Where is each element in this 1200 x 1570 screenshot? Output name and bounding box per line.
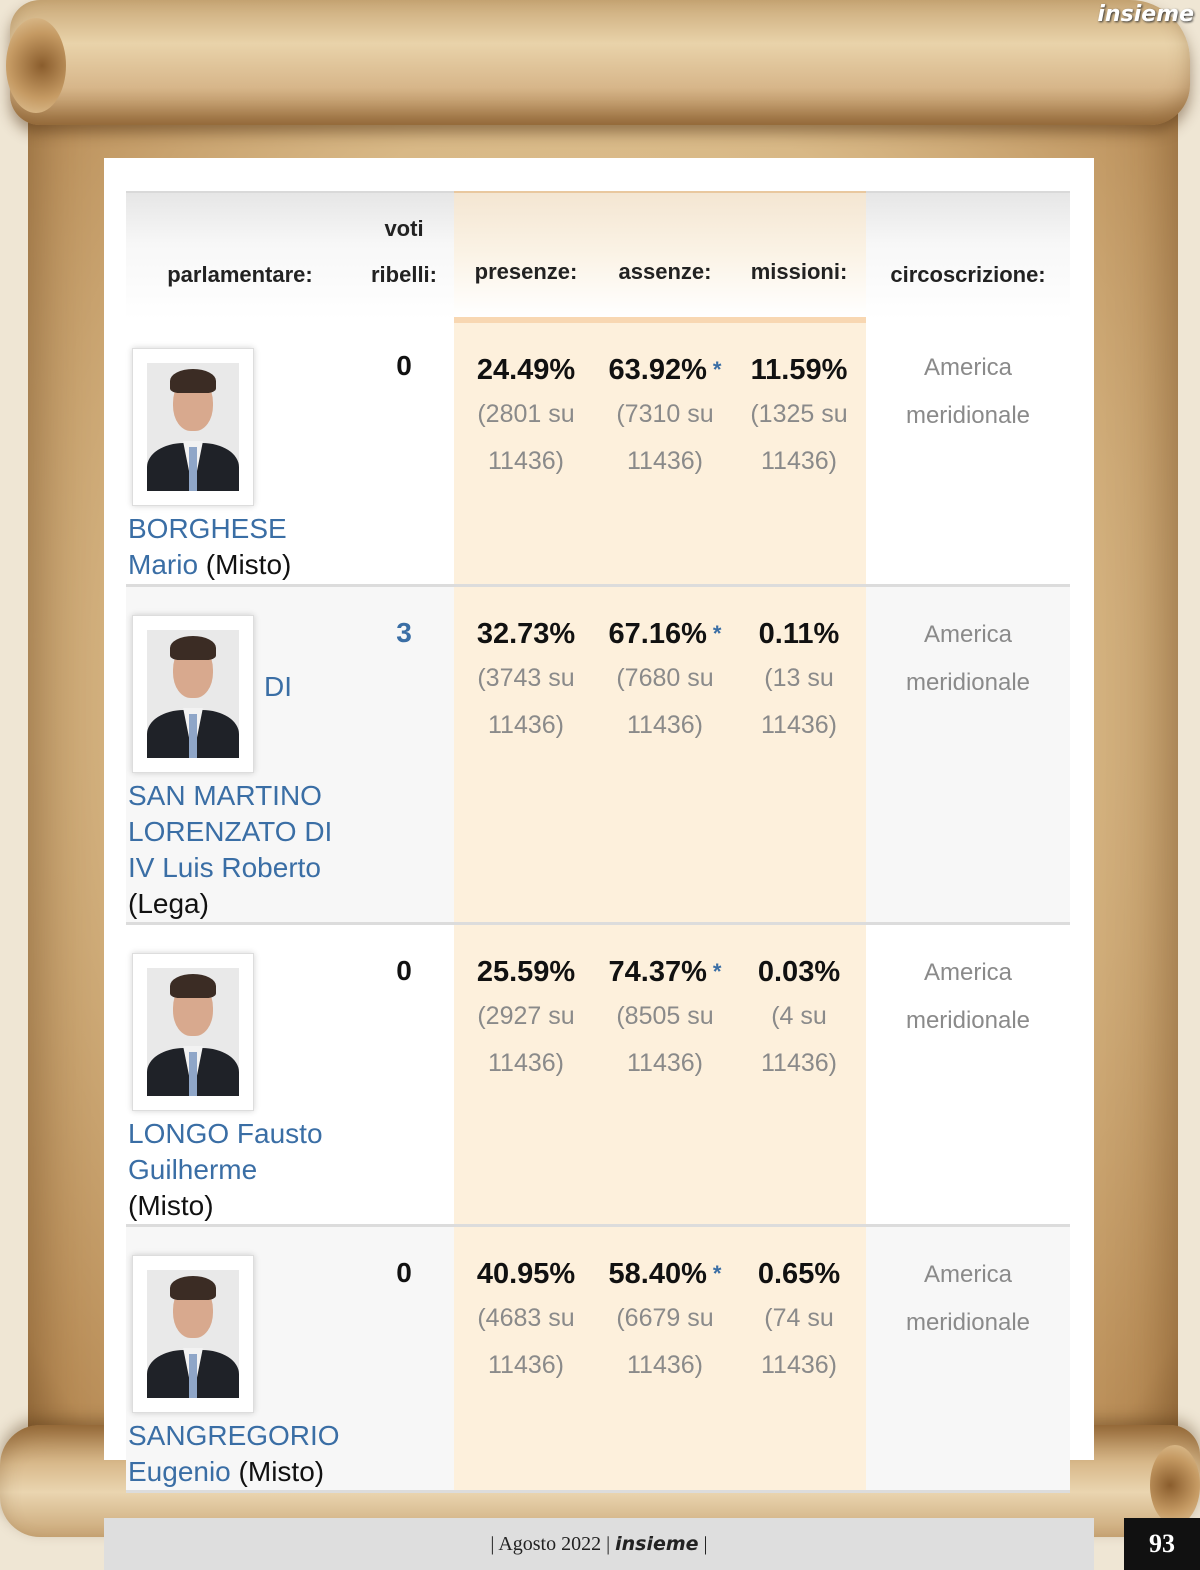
table-row (126, 585, 1070, 923)
asterisk-link[interactable]: * (712, 958, 722, 984)
missioni-pct: 0.65% (757, 1257, 841, 1290)
footer-brand: insieme (615, 1533, 699, 1555)
table-row (126, 923, 1070, 1225)
assenze-detail: (6679 su 11436) (616, 1303, 714, 1379)
footer-date: | Agosto 2022 | (490, 1533, 611, 1555)
member-name (126, 1116, 354, 1224)
cell-assenze (598, 923, 732, 1225)
cell-parlamentare (126, 585, 354, 923)
missioni-detail: (13 su 11436) (761, 663, 837, 739)
asterisk-link[interactable]: * (712, 620, 722, 646)
cell-assenze (598, 585, 732, 923)
voti-ribelli-value: 0 (396, 350, 412, 381)
cell-assenze (598, 320, 732, 585)
member-name-link-2[interactable]: Mario (128, 549, 199, 580)
member-name-link-2[interactable]: LORENZATO DI (128, 815, 333, 847)
member-name-link[interactable]: SANGREGORIO (128, 1419, 340, 1451)
assenze-pct: 74.37% * (608, 955, 722, 988)
portrait-photo (147, 968, 239, 1096)
presenze-pct: 40.95% (476, 1257, 576, 1290)
assenze-pct: 63.92% * (608, 354, 722, 386)
asterisk-link[interactable]: * (712, 357, 722, 382)
member-name-link-2[interactable]: Eugenio (128, 1455, 231, 1487)
header-missioni[interactable]: missioni: (732, 192, 866, 320)
cell-presenze (454, 923, 598, 1225)
cell-circoscrizione (866, 585, 1070, 923)
presenze-pct: 32.73% (476, 617, 576, 650)
cell-missioni (732, 1225, 866, 1491)
presenze-pct: 25.59% (476, 955, 576, 988)
cell-circoscrizione (866, 1225, 1070, 1491)
cell-missioni (732, 585, 866, 923)
assenze-detail: (8505 su 11436) (616, 1001, 714, 1077)
header-circoscrizione[interactable]: circoscrizione: (866, 192, 1070, 320)
assenze-pct: 58.40% * (608, 1257, 722, 1290)
circoscrizione-value: America meridionale (905, 354, 1031, 429)
cell-missioni (732, 320, 866, 585)
member-name-prefix-link[interactable]: DI (264, 670, 292, 702)
member-name (126, 511, 354, 583)
portrait-photo (147, 630, 239, 758)
cell-parlamentare (126, 320, 354, 585)
cell-circoscrizione (866, 923, 1070, 1225)
cell-presenze (454, 1225, 598, 1491)
member-name-link-2[interactable]: Guilherme (128, 1153, 258, 1185)
member-name-link[interactable]: LONGO Fausto (128, 1117, 323, 1149)
member-name-link[interactable]: BORGHESE (128, 513, 287, 544)
circoscrizione-value: America meridionale (905, 620, 1031, 696)
portrait-photo (147, 1270, 239, 1398)
member-group: (Misto) (238, 1455, 325, 1487)
member-name (126, 1418, 354, 1490)
missioni-detail: (4 su 11436) (761, 1001, 837, 1077)
cell-voti-ribelli (354, 923, 454, 1225)
table-header-row (126, 192, 1070, 320)
header-presenze[interactable]: presenze: (454, 192, 598, 320)
scroll-curl-bottom (1150, 1445, 1200, 1525)
presenze-detail: (3743 su 11436) (477, 663, 575, 739)
footer-bar (104, 1518, 1094, 1570)
asterisk-link[interactable]: * (712, 1260, 722, 1286)
avatar[interactable] (132, 953, 254, 1111)
attendance-table (126, 191, 1070, 1493)
cell-circoscrizione (866, 320, 1070, 585)
voti-ribelli-link[interactable]: 3 (396, 616, 412, 648)
cell-voti-ribelli (354, 585, 454, 923)
content-panel (104, 158, 1094, 1487)
page-number: 93 (1124, 1518, 1200, 1570)
table-row (126, 1225, 1070, 1491)
avatar[interactable] (132, 615, 254, 773)
cell-assenze (598, 1225, 732, 1491)
member-name (126, 778, 354, 922)
header-assenze[interactable]: assenze: (598, 192, 732, 320)
voti-ribelli-value: 0 (396, 1256, 412, 1288)
circoscrizione-value: America meridionale (905, 958, 1031, 1034)
header-parlamentare[interactable]: parlamentare: (126, 192, 354, 320)
scroll-curl-top (6, 18, 66, 113)
member-group: (Lega) (128, 887, 209, 919)
brand-logo-top: insieme (1097, 2, 1194, 27)
member-group: (Misto) (205, 549, 292, 580)
cell-missioni (732, 923, 866, 1225)
header-voti-ribelli[interactable] (354, 192, 454, 320)
member-name-link[interactable]: SAN MARTINO (128, 779, 322, 811)
circoscrizione-value: America meridionale (905, 1260, 1031, 1336)
missioni-pct: 0.11% (758, 617, 840, 650)
missioni-detail: (74 su 11436) (761, 1303, 837, 1379)
assenze-detail: (7680 su 11436) (616, 663, 714, 739)
header-voti-line1: voti (384, 216, 424, 241)
missioni-pct: 11.59% (750, 354, 848, 386)
avatar[interactable] (132, 1255, 254, 1413)
cell-voti-ribelli (354, 320, 454, 585)
member-name-link-3[interactable]: IV Luis Roberto (128, 851, 321, 883)
portrait-photo (147, 363, 239, 491)
voti-ribelli-value: 0 (396, 954, 412, 986)
presenze-pct: 24.49% (476, 354, 576, 386)
cell-parlamentare (126, 923, 354, 1225)
cell-voti-ribelli (354, 1225, 454, 1491)
member-group: (Misto) (128, 1189, 214, 1221)
cell-parlamentare (126, 1225, 354, 1491)
assenze-pct: 67.16% * (608, 617, 722, 650)
missioni-pct: 0.03% (757, 955, 841, 988)
footer-separator: | (703, 1533, 708, 1555)
missioni-detail: (1325 su 11436) (750, 400, 848, 475)
cell-presenze (454, 320, 598, 585)
presenze-detail: (2927 su 11436) (477, 1001, 575, 1077)
header-voti-line2: ribelli: (370, 262, 437, 287)
table-row (126, 320, 1070, 585)
assenze-detail: (7310 su 11436) (616, 400, 714, 475)
scroll-roll-top (10, 0, 1190, 125)
avatar[interactable] (132, 348, 254, 506)
cell-presenze (454, 585, 598, 923)
presenze-detail: (2801 su 11436) (477, 400, 575, 475)
presenze-detail: (4683 su 11436) (477, 1303, 575, 1379)
